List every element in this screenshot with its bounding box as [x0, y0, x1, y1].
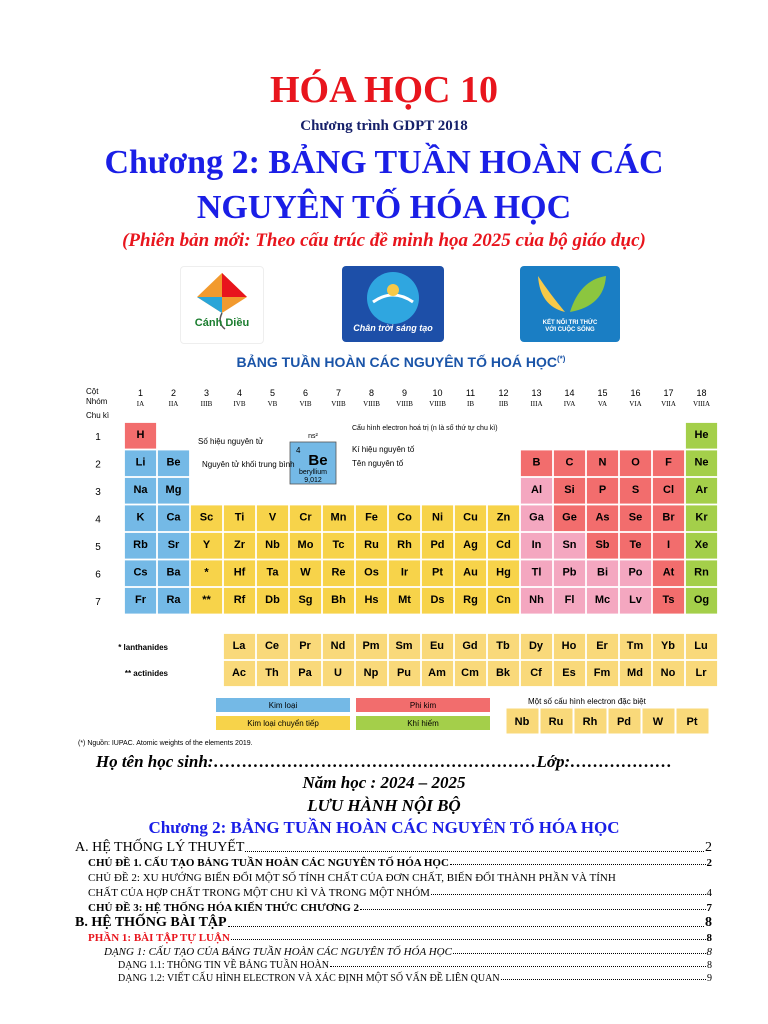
period-number: 5 [95, 542, 101, 553]
element-symbol: Th [265, 667, 279, 679]
legend-mass-label: Nguyên tử khối trung bình [202, 460, 295, 469]
group-name: IIA [168, 400, 179, 408]
element-symbol: Sg [298, 594, 313, 606]
element-symbol: At [662, 566, 675, 579]
group-name: IIB [498, 400, 509, 408]
element-symbol: Mg [165, 484, 182, 496]
column-number: 14 [564, 388, 575, 398]
element-symbol: Se [628, 511, 643, 524]
element-symbol: Tm [626, 640, 644, 652]
element-symbol: Ti [234, 511, 245, 524]
element-symbol: Ca [166, 511, 181, 524]
column-number: 12 [498, 388, 509, 398]
element-symbol: Ra [166, 594, 181, 606]
chapter-title: Chương 2: BẢNG TUẦN HOÀN CÁC NGUYÊN TỐ HÓA HỌC [104, 144, 664, 226]
group-name: IVA [563, 400, 576, 408]
period-number: 2 [95, 459, 101, 471]
element-symbol: Pd [616, 716, 632, 728]
element-symbol: Pd [430, 539, 445, 551]
period-number: 4 [95, 514, 101, 526]
element-symbol: La [232, 640, 246, 652]
legend-name-label: Tên nguyên tố [352, 459, 404, 468]
element-symbol: Nd [330, 640, 346, 652]
element-symbol: K [136, 511, 145, 524]
element-symbol: Ce [264, 640, 280, 652]
group-name: VB [267, 400, 278, 408]
column-label: Cột [86, 387, 99, 396]
group-name: VA [597, 400, 608, 408]
element-symbol: S [631, 484, 640, 496]
element-symbol: Bi [597, 566, 608, 579]
element-symbol: Rg [463, 594, 478, 606]
edition-note: (Phiên bản mới: Theo cấu trúc đề minh họa 2025 của bộ giáo dục) [122, 230, 646, 251]
element-symbol: Be [166, 456, 181, 469]
canh-dieu-logo [180, 266, 264, 344]
document-title: HÓA HỌC 10 [269, 69, 499, 111]
column-number: 3 [203, 388, 210, 398]
element-symbol: Rh [397, 539, 412, 551]
element-symbol: Sm [395, 640, 413, 652]
program-subtitle: Chương trình GDPT 2018 [300, 118, 468, 134]
element-symbol: Mo [297, 539, 314, 551]
element-symbol: Bk [495, 667, 511, 679]
element-symbol: Pu [396, 667, 412, 679]
column-number: 7 [335, 388, 342, 398]
legend-sample-name: beryllium [298, 469, 328, 476]
element-symbol: O [631, 456, 640, 469]
element-symbol: Cd [496, 539, 511, 551]
period-number: 7 [95, 597, 101, 608]
element-symbol: Fr [135, 594, 146, 606]
column-number: 15 [597, 388, 608, 398]
element-symbol: He [694, 429, 709, 441]
element-symbol: Md [627, 667, 643, 679]
group-name: IB [467, 400, 474, 408]
element-symbol: H [136, 429, 145, 441]
element-symbol: W [300, 566, 311, 579]
column-number: 6 [302, 388, 309, 398]
element-symbol: Gd [462, 640, 478, 652]
element-symbol: Pa [298, 667, 312, 679]
element-symbol: Co [397, 511, 412, 524]
element-symbol: Hs [364, 594, 379, 606]
element-symbol: Ne [694, 456, 709, 469]
element-symbol: I [666, 539, 671, 551]
toc-entry[interactable]: CHỦ ĐỀ 1. CẤU TẠO BẢNG TUẦN HOÀN CÁC NGUYÊN TỐ HÓA HỌC 2 [88, 857, 712, 869]
element-symbol: Rb [133, 539, 148, 551]
group-name: IVB [233, 400, 246, 408]
element-symbol: Hf [233, 566, 246, 579]
element-symbol: P [598, 484, 607, 496]
element-symbol: Ho [561, 640, 577, 652]
legend-label: Khí hiếm [407, 719, 439, 728]
group-name: VIIIB [429, 400, 446, 408]
legend-config-label: Cấu hình electron hoá trị (n là số thứ tự chu kì) [352, 425, 498, 432]
period-label: Chu kì [86, 411, 110, 420]
element-symbol: Bh [331, 594, 346, 606]
element-symbol: Am [428, 667, 446, 679]
group-name: VIIIB [363, 400, 380, 408]
element-symbol: Zr [234, 539, 245, 551]
element-symbol: Lu [694, 640, 708, 652]
element-symbol: U [334, 667, 342, 679]
element-symbol: Mt [398, 594, 411, 606]
element-symbol: Nh [529, 594, 544, 606]
element-symbol: Y [202, 539, 211, 551]
legend-label: Kim loại chuyển tiếp [247, 719, 319, 728]
element-symbol: Ge [562, 511, 577, 524]
element-symbol: Cs [133, 566, 148, 579]
column-number: 18 [696, 388, 707, 398]
element-symbol: Ar [695, 484, 708, 496]
element-symbol: Kr [695, 511, 708, 524]
element-symbol: Tl [531, 566, 542, 579]
group-name: VIIIA [692, 400, 711, 408]
element-symbol: Cl [663, 484, 674, 496]
column-number: 13 [531, 388, 542, 398]
element-symbol: W [652, 716, 664, 728]
element-symbol: B [532, 456, 541, 469]
ket-noi-logo [520, 266, 620, 342]
element-symbol: Xe [694, 539, 709, 551]
chan-troi-label: Chân trời sáng tạo [353, 323, 433, 333]
element-symbol: As [595, 511, 610, 524]
element-symbol: Ts [662, 594, 675, 606]
element-symbol: Fm [593, 667, 611, 679]
element-symbol: Mc [594, 594, 611, 606]
group-name: IIIB [200, 400, 213, 408]
element-symbol: Yb [660, 640, 676, 652]
element-symbol: Zn [496, 511, 511, 524]
element-symbol: Br [662, 511, 675, 524]
element-symbol: ** [202, 594, 211, 606]
element-symbol: Rf [233, 594, 246, 606]
element-symbol: Ba [166, 566, 181, 579]
element-symbol: Pb [562, 566, 577, 579]
lanthanides-label: * lanthanides [118, 643, 168, 652]
element-symbol: Ru [548, 716, 564, 728]
element-symbol: Au [463, 566, 478, 579]
toc-entry[interactable]: DẠNG 1: CẤU TẠO CỦA BẢNG TUẦN HOÀN CÁC NGUYÊN TỐ HÓA HỌC 8 [104, 946, 712, 958]
element-symbol: Ds [430, 594, 445, 606]
element-symbol: No [660, 667, 676, 679]
element-symbol: Cf [530, 667, 542, 679]
actinides-label: ** actinides [124, 669, 168, 678]
toc-entry[interactable]: DẠNG 1.1: THÔNG TIN VỀ BẢNG TUẦN HOÀN 8 [118, 960, 712, 971]
element-symbol: Si [564, 484, 575, 496]
group-name: VIIA [661, 400, 676, 408]
element-symbol: Re [331, 566, 346, 579]
element-symbol: Li [135, 456, 146, 469]
element-symbol: Db [265, 594, 280, 606]
element-symbol: Nb [265, 539, 280, 551]
element-symbol: Ag [463, 539, 478, 551]
column-number: 1 [137, 388, 144, 398]
legend-number-label: Số hiệu nguyên tử [198, 437, 264, 446]
student-info-line: Họ tên học sinh:…………………………………………………Lớp:……………… [95, 752, 673, 771]
element-symbol: Og [693, 594, 710, 606]
legend-sample-symbol: Be [308, 452, 328, 469]
element-symbol: Cn [496, 594, 511, 606]
element-symbol: Pr [299, 640, 311, 652]
element-symbol: C [565, 456, 574, 469]
column-number: 17 [663, 388, 674, 398]
element-symbol: Lr [695, 667, 707, 679]
element-symbol: F [665, 456, 672, 469]
element-symbol: Sn [562, 539, 577, 551]
element-symbol: Pm [362, 640, 380, 652]
element-symbol: Pt [686, 716, 698, 728]
element-symbol: Sb [595, 539, 610, 551]
period-number: 6 [95, 569, 101, 581]
toc-entry[interactable]: CHẤT CỦA HỢP CHẤT TRONG MỘT CHU KÌ VÀ TRONG MỘT NHÓM 4 [88, 887, 712, 899]
column-number: 8 [368, 388, 375, 398]
element-symbol: Rh [582, 716, 598, 728]
element-symbol: Np [363, 667, 379, 679]
element-symbol: Rn [694, 566, 709, 579]
element-symbol: Cm [461, 667, 479, 679]
legend-label: Kim loại [268, 701, 298, 710]
toc-entry[interactable]: PHẦN 1: BÀI TẬP TỰ LUẬN 8 [88, 932, 712, 944]
element-symbol: Ac [231, 667, 247, 679]
column-number: 2 [170, 388, 177, 398]
element-symbol: Sr [167, 539, 180, 551]
element-symbol: Mn [330, 511, 347, 524]
group-name: VIB [299, 400, 312, 408]
element-symbol: Ta [266, 566, 279, 579]
element-symbol: Hg [496, 566, 511, 579]
periodic-table [76, 352, 726, 748]
group-name: VIA [629, 400, 642, 408]
element-symbol: Al [531, 484, 542, 496]
column-number: 9 [401, 388, 408, 398]
element-symbol: Ni [432, 511, 443, 524]
element-symbol: Lv [629, 594, 642, 606]
special-config-label: Một số cấu hình electron đặc biệt [528, 697, 646, 706]
school-year: Năm học : 2024 – 2025 [302, 773, 466, 792]
period-number: 3 [95, 487, 101, 498]
column-number: 4 [236, 388, 243, 398]
column-number: 5 [269, 388, 276, 398]
legend-symbol-label: Kí hiệu nguyên tố [352, 445, 415, 454]
element-symbol: N [598, 456, 607, 469]
periodic-table-grid [76, 352, 726, 748]
element-symbol: Nb [514, 716, 530, 728]
element-symbol: Dy [528, 640, 544, 652]
toc-entry[interactable]: CHỦ ĐỀ 3: HỆ THỐNG HÓA KIẾN THỨC CHƯƠNG 2 7 [88, 902, 712, 914]
element-symbol: * [204, 566, 209, 579]
element-symbol: Cr [299, 511, 312, 524]
element-symbol: Ga [529, 511, 544, 524]
source-note: (*) Nguồn: IUPAC. Atomic weights of the elements 2019. [78, 740, 253, 747]
legend-sample-mass: 9,012 [304, 477, 322, 484]
group-label: Nhóm [86, 397, 108, 406]
group-name: IIIA [530, 400, 543, 408]
element-symbol: Tb [496, 640, 510, 652]
chan-troi-logo [342, 266, 444, 342]
column-number: 16 [630, 388, 641, 398]
element-symbol: Ir [400, 566, 409, 579]
internal-circulation: LƯU HÀNH NỘI BỘ [307, 796, 461, 815]
element-symbol: Ru [364, 539, 379, 551]
ket-noi-label: KẾT NỐI TRI THỨC VỚI CUỘC SỐNG [542, 320, 598, 333]
element-symbol: Cu [463, 511, 478, 524]
element-symbol: Er [596, 640, 608, 652]
column-number: 10 [432, 388, 443, 398]
legend-sample-config: ns² [308, 433, 318, 440]
element-symbol: Os [364, 566, 379, 579]
toc-title: Chương 2: BẢNG TUẦN HOÀN CÁC NGUYÊN TỐ HÓA HỌC [148, 818, 620, 837]
element-symbol: Te [629, 539, 642, 551]
period-number: 1 [95, 432, 101, 443]
toc-entry[interactable]: DẠNG 1.2: VIẾT CẤU HÌNH ELECTRON VÀ XÁC ĐỊNH MỘT SỐ VẤN ĐỀ LIÊN QUAN 9 [118, 973, 712, 984]
element-symbol: In [531, 539, 542, 551]
periodic-table-title: BẢNG TUẦN HOÀN CÁC NGUYÊN TỐ HOÁ HỌC(*) [236, 354, 566, 370]
element-symbol: V [268, 511, 277, 524]
canh-dieu-label: Cánh Diều [194, 317, 250, 329]
element-symbol: Fl [564, 594, 575, 606]
toc-entry[interactable]: B. HỆ THỐNG BÀI TẬP 8 [75, 915, 712, 930]
element-symbol: Po [628, 566, 643, 579]
element-symbol: Tc [332, 539, 345, 551]
legend-label: Phi kim [409, 701, 437, 710]
group-name: VIIB [331, 400, 346, 408]
element-symbol: Eu [429, 640, 445, 652]
legend-sample-number: 4 [296, 446, 301, 455]
group-name: VIIIB [396, 400, 413, 408]
group-name: IA [136, 400, 145, 408]
element-symbol: Pt [432, 566, 443, 579]
toc-entry[interactable]: CHỦ ĐỀ 2: XU HƯỚNG BIẾN ĐỔI MỘT SỐ TÍNH CHẤT CỦA ĐƠN CHẤT, BIẾN ĐỔI THÀNH PHẦN VÀ TÍNH [88, 872, 616, 884]
toc-entry[interactable]: A. HỆ THỐNG LÝ THUYẾT 2 [75, 840, 712, 855]
element-symbol: Fe [365, 511, 378, 524]
column-number: 11 [465, 388, 476, 398]
element-symbol: Es [562, 667, 576, 679]
element-symbol: Na [133, 484, 148, 496]
element-symbol: Sc [199, 511, 214, 524]
